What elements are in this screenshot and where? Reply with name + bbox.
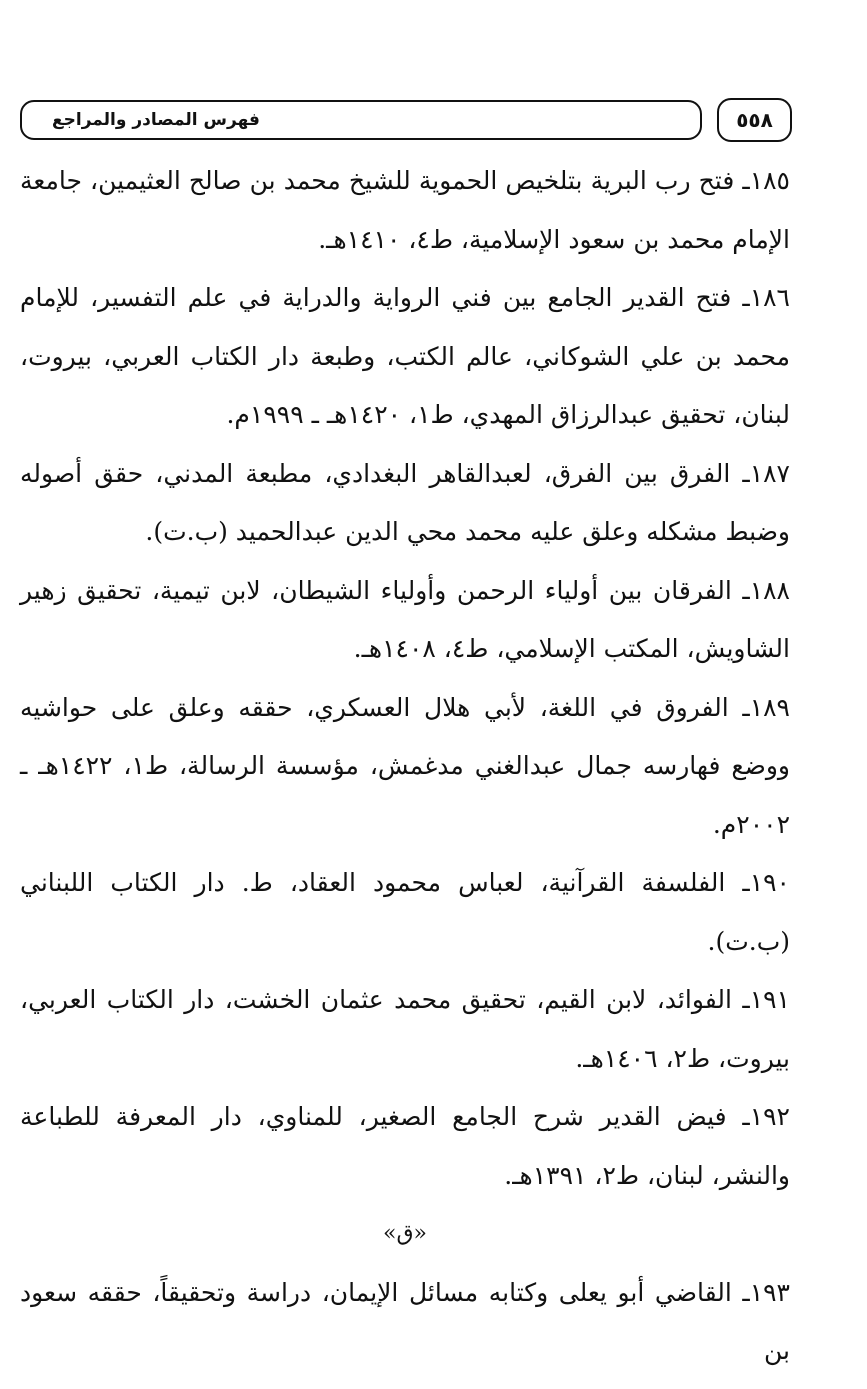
- bibliography-entry-186: ١٨٦ـ فتح القدير الجامع بين فني الرواية والدراية في علم التفسير، للإمام محمد بن علي الشوكاني، عالم الكتب، وطبعة دار الكتاب العربي، بيروت، لبنان، تحقيق عبدالرزاق المهدي، ط١، ١٤٢٠هـ ـ ١٩٩٩م.: [20, 283, 790, 429]
- bibliography-entry-192: ١٩٢ـ فيض القدير شرح الجامع الصغير، للمناوي، دار المعرفة للطباعة والنشر، لبنان، ط٢، ١٣٩١هـ.: [20, 1102, 790, 1190]
- page-number: ٥٥٨: [736, 108, 773, 132]
- section-letter-heading: «ق»: [383, 1221, 427, 1246]
- running-header-title: فهرس المصادر والمراجع: [52, 110, 260, 130]
- bibliography-entry-185: ١٨٥ـ فتح رب البرية بتلخيص الحموية للشيخ محمد بن صالح العثيمين، جامعة الإمام محمد بن سعود الإسلامية، ط٤، ١٤١٠هـ.: [20, 166, 790, 254]
- running-header-box: [20, 100, 702, 140]
- page-number-box: [717, 98, 792, 142]
- bibliography-list: [20, 152, 790, 1381]
- bibliography-entry-193: ١٩٣ـ القاضي أبو يعلى وكتابه مسائل الإيمان، دراسة وتحقيقاً، حققه سعود بن: [20, 1277, 790, 1365]
- bibliography-entry-188: ١٨٨ـ الفرقان بين أولياء الرحمن وأولياء الشيطان، لابن تيمية، تحقيق زهير الشاويش، المكتب الإسلامي، ط٤، ١٤٠٨هـ.: [20, 575, 790, 663]
- bibliography-entry-190: ١٩٠ـ الفلسفة القرآنية، لعباس محمود العقاد، ط. دار الكتاب اللبناني (ب.ت).: [20, 868, 790, 956]
- bibliography-entry-187: ١٨٧ـ الفرق بين الفرق، لعبدالقاهر البغدادي، مطبعة المدني، حقق أصوله وضبط مشكله وعلق عليه محمد محي الدين عبدالحميد (ب.ت).: [20, 458, 790, 546]
- bibliography-entry-189: ١٨٩ـ الفروق في اللغة، لأبي هلال العسكري، حققه وعلق على حواشيه ووضع فهارسه جمال عبدالغني مدغمش، مؤسسة الرسالة، ط١، ١٤٢٢هـ ـ ٢٠٠٢م.: [20, 692, 791, 839]
- bibliography-entry-191: ١٩١ـ الفوائد، لابن القيم، تحقيق محمد عثمان الخشت، دار الكتاب العربي، بيروت، ط٢، ١٤٠٦هـ.: [20, 985, 790, 1073]
